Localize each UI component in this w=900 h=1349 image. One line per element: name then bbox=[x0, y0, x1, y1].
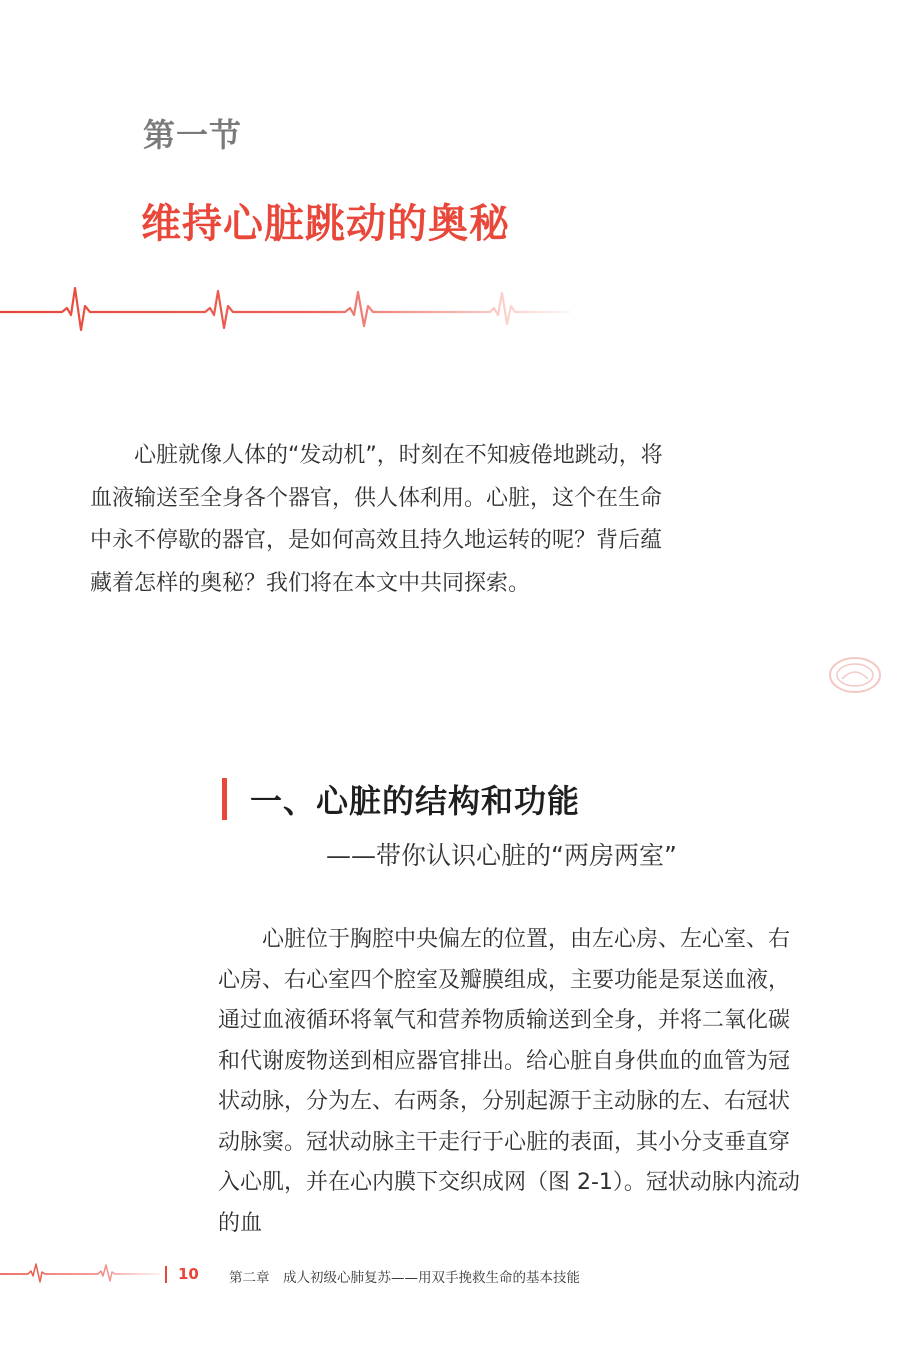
subsection-subtitle: ——带你认识心脏的“两房两室” bbox=[326, 841, 677, 870]
footer-ecg-decoration bbox=[0, 1262, 160, 1284]
subsection-title: 一、心脏的结构和功能 bbox=[250, 782, 581, 820]
page-number: 10 bbox=[178, 1265, 199, 1283]
body-paragraph bbox=[218, 920, 800, 1244]
section-title: 维持心脏跳动的奥秘 bbox=[141, 201, 510, 247]
subsection-accent-bar bbox=[222, 778, 227, 820]
body-text: 心脏位于胸腔中央偏左的位置，由左心房、左心室、右心房、右心室四个腔室及瓣膜组成，主要功能是泵送血液，通过血液循环将氧气和营养物质输送到全身，并将二氧化碳和代谢废物送到相应器官排出。给心脏自身供血的血管为冠状动脉，分为左、右两条，分别起源于主动脉的左、右冠状动脉窦。冠状动脉主干走行于心脏的表面，其小分支垂直穿入心肌，并在心内膜下交织成网（图 2-1）。冠状动脉内流动的血 bbox=[218, 927, 800, 1236]
chapter-title: 第二章 成人初级心肺复苏——用双手挽救生命的基本技能 bbox=[229, 1270, 580, 1286]
footer-separator bbox=[165, 1266, 167, 1283]
publisher-seal-watermark bbox=[828, 655, 882, 695]
ecg-divider-decoration bbox=[0, 284, 570, 334]
intro-text: 心脏就像人体的“发动机”，时刻在不知疲倦地跳动，将血液输送至全身各个器官，供人体利用。心脏，这个在生命中永不停歇的器官，是如何高效且持久地运转的呢？背后蕴藏着怎样的奥秘？我们将在本文中共同探索。 bbox=[90, 443, 663, 596]
section-label: 第一节 bbox=[143, 116, 243, 154]
intro-paragraph bbox=[90, 435, 680, 605]
